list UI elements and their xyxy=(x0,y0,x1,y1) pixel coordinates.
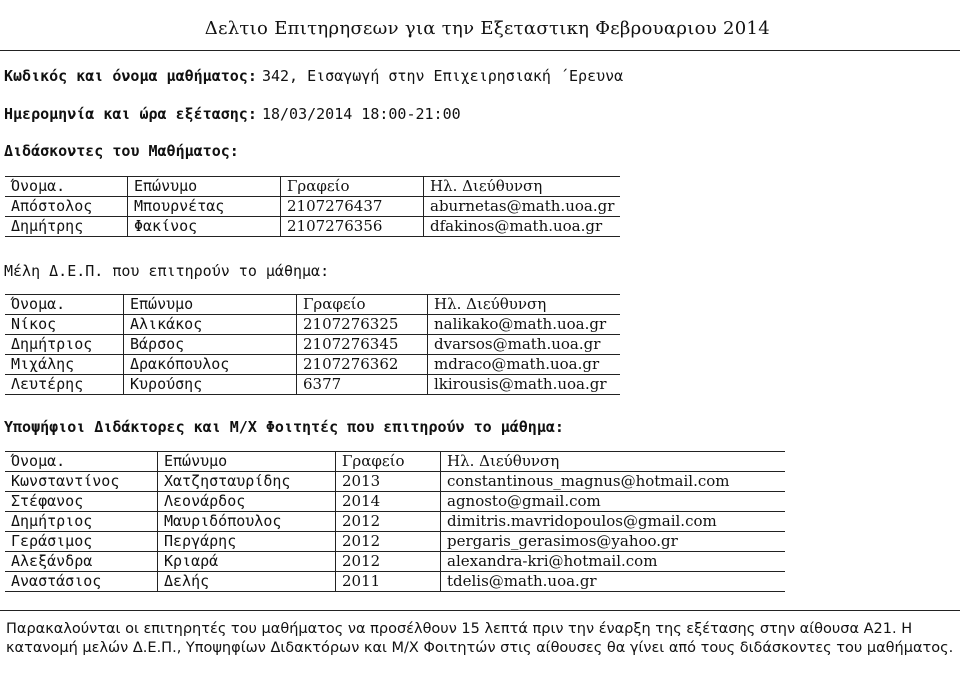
cell: Αλικάκος xyxy=(124,315,297,335)
cell: Περγάρης xyxy=(158,532,336,552)
cell: 2014 xyxy=(336,492,441,512)
cell: Μιχάλης xyxy=(5,355,124,375)
cell: Λεονάρδος xyxy=(158,492,336,512)
footer-rule xyxy=(0,610,960,611)
table-row xyxy=(5,512,785,532)
cell: 6377 xyxy=(297,375,428,395)
header-cell: Ηλ. Διεύθυνση xyxy=(441,452,786,472)
cell: 2012 xyxy=(336,552,441,572)
course-value: 342, Εισαγωγή στην Επιχειρησιακή ΄Ερευνα xyxy=(261,67,624,85)
table-header-row xyxy=(5,452,785,472)
cell: Λευτέρης xyxy=(5,375,124,395)
cell: mdraco@math.uoa.gr xyxy=(428,355,621,375)
cell: 2107276325 xyxy=(297,315,428,335)
table-row xyxy=(5,335,620,355)
instructors-heading: Διδάσκοντες του Μαθήματος: xyxy=(4,142,239,160)
course-label: Κωδικός και όνομα μαθήματος: xyxy=(4,67,257,85)
header-cell: Γραφείο xyxy=(281,177,424,197)
instructors-table xyxy=(5,176,620,237)
header-cell: Επώνυμο xyxy=(124,295,297,315)
header-cell: Όνομα. xyxy=(5,177,128,197)
cell: agnosto@gmail.com xyxy=(441,492,786,512)
cell: 2012 xyxy=(336,512,441,532)
header-cell: Επώνυμο xyxy=(128,177,281,197)
table-row xyxy=(5,355,620,375)
cell: lkirousis@math.uoa.gr xyxy=(428,375,621,395)
cell: Φακίνος xyxy=(128,217,281,237)
cell: Κριαρά xyxy=(158,552,336,572)
table-row xyxy=(5,197,620,217)
document-title: Δελτιο Επιτηρησεων για την Εξεταστικη Φεβρουαριου 2014 xyxy=(204,18,770,39)
cell: Κωνσταντίνος xyxy=(5,472,158,492)
cell: dimitris.mavridopoulos@gmail.com xyxy=(441,512,786,532)
header-cell: Ηλ. Διεύθυνση xyxy=(428,295,621,315)
table-row xyxy=(5,532,785,552)
table-row xyxy=(5,552,785,572)
cell: Δελής xyxy=(158,572,336,592)
table-header-row xyxy=(5,177,620,197)
exam-date-line xyxy=(4,104,461,123)
cell: dfakinos@math.uoa.gr xyxy=(424,217,621,237)
members-heading: Μέλη Δ.Ε.Π. που επιτηρούν το μάθημα: xyxy=(4,262,330,280)
cell: Στέφανος xyxy=(5,492,158,512)
table-row xyxy=(5,572,785,592)
cell: 2107276362 xyxy=(297,355,428,375)
cell: pergaris_gerasimos@yahoo.gr xyxy=(441,532,786,552)
cell: tdelis@math.uoa.gr xyxy=(441,572,786,592)
cell: constantinous_magnus@hotmail.com xyxy=(441,472,786,492)
table-row xyxy=(5,375,620,395)
cell: 2107276356 xyxy=(281,217,424,237)
table-row xyxy=(5,492,785,512)
table-row xyxy=(5,315,620,335)
exam-date-value: 18/03/2014 18:00-21:00 xyxy=(261,105,461,123)
header-cell: Όνομα. xyxy=(5,295,124,315)
cell: 2011 xyxy=(336,572,441,592)
header-cell: Γραφείο xyxy=(336,452,441,472)
cell: 2012 xyxy=(336,532,441,552)
cell: Νίκος xyxy=(5,315,124,335)
cell: alexandra-kri@hotmail.com xyxy=(441,552,786,572)
cell: 2107276437 xyxy=(281,197,424,217)
cell: Γεράσιμος xyxy=(5,532,158,552)
cell: Απόστολος xyxy=(5,197,128,217)
cell: Μπουρνέτας xyxy=(128,197,281,217)
cell: Κυρούσης xyxy=(124,375,297,395)
cell: Βάρσος xyxy=(124,335,297,355)
table-row xyxy=(5,217,620,237)
cell: aburnetas@math.uoa.gr xyxy=(424,197,621,217)
title-rule xyxy=(0,50,960,51)
cell: Αναστάσιος xyxy=(5,572,158,592)
members-table xyxy=(5,294,620,395)
table-header-row xyxy=(5,295,620,315)
table-row xyxy=(5,472,785,492)
cell: nalikako@math.uoa.gr xyxy=(428,315,621,335)
cell: Δημήτρης xyxy=(5,217,128,237)
cell: Δρακόπουλος xyxy=(124,355,297,375)
cell: Χατζησταυρίδης xyxy=(158,472,336,492)
cell: 2013 xyxy=(336,472,441,492)
cell: dvarsos@math.uoa.gr xyxy=(428,335,621,355)
header-cell: Όνομα. xyxy=(5,452,158,472)
exam-date-label: Ημερομηνία και ώρα εξέτασης: xyxy=(4,105,257,123)
cell: Δημήτριος xyxy=(5,335,124,355)
students-table xyxy=(5,451,785,592)
course-line xyxy=(4,66,623,85)
header-cell: Γραφείο xyxy=(297,295,428,315)
cell: Μαυριδόπουλος xyxy=(158,512,336,532)
cell: 2107276345 xyxy=(297,335,428,355)
footer-note: Παρακαλούνται οι επιτηρητές του μαθήματος να προσέλθουν 15 λεπτά πριν την έναρξη της εξέτασης στην αίθουσα Α21. Η κατανομή μελών Δ.Ε.Π., Υποψηφίων Διδακτόρων και Μ/Χ Φοιτητών στις αίθουσες θα γίνει από τους διδάσκοντες του μαθήματος. xyxy=(6,621,954,656)
header-cell: Επώνυμο xyxy=(158,452,336,472)
header-cell: Ηλ. Διεύθυνση xyxy=(424,177,621,197)
cell: Δημήτριος xyxy=(5,512,158,532)
students-heading: Υποψήφιοι Διδάκτορες και Μ/Χ Φοιτητές που επιτηρούν το μάθημα: xyxy=(4,418,564,436)
cell: Αλεξάνδρα xyxy=(5,552,158,572)
